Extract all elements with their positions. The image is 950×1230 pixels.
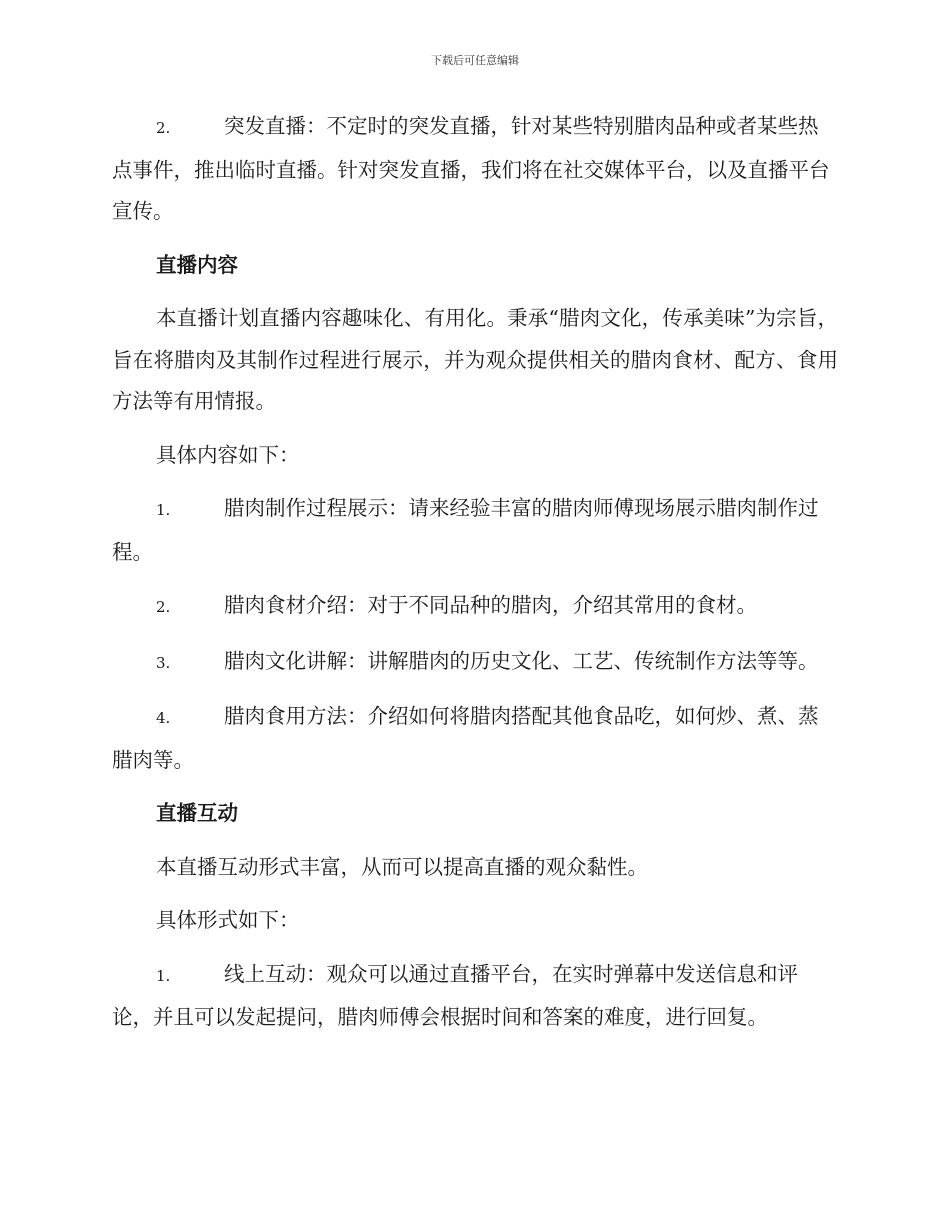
list-item-text: 腊肉食用方法：介绍如何将腊肉搭配其他食品吃，如何炒、煮、蒸腊肉等。: [112, 704, 819, 772]
list-item: [112, 106, 838, 233]
list-item-text: 线上互动：观众可以通过直播平台，在实时弹幕中发送信息和评论，并且可以发起提问，腊肉师傅会根据时间和答案的难度，进行回复。: [112, 961, 798, 1029]
list-number: 2.: [156, 598, 171, 616]
list-item: [112, 585, 838, 629]
list-item-text: 突发直播：不定时的突发直播，针对某些特别腊肉品种或者某些热点事件，推出临时直播。针对突发直播，我们将在社交媒体平台，以及直播平台宣传。: [112, 114, 830, 223]
list-number: 1.: [156, 966, 171, 985]
list-number: 1.: [156, 501, 171, 519]
paragraph: 具体内容如下：: [156, 442, 300, 467]
list-item: [112, 488, 838, 573]
paragraph: 本直播互动形式丰富，从而可以提高直播的观众黏性。: [156, 854, 648, 879]
section-heading-live-content: 直播内容: [156, 252, 238, 277]
section-heading-live-interaction: 直播互动: [156, 801, 238, 825]
list-number: 2.: [156, 119, 171, 137]
list-item-text: 腊肉食材介绍：对于不同品种的腊肉，介绍其常用的食材。: [224, 593, 757, 617]
page-header: 下载后可任意编辑: [431, 54, 519, 67]
document-body: [112, 106, 838, 1051]
list-item: [112, 696, 838, 781]
list-item: [112, 954, 838, 1039]
list-item-text: 腊肉文化讲解：讲解腊肉的历史文化、工艺、传统制作方法等等。: [224, 648, 819, 673]
paragraph: 本直播计划直播内容趣味化、有用化。秉承“腊肉文化，传承美味”为宗旨，旨在将腊肉及其制作过程进行展示，并为观众提供相关的腊肉食材、配方、食用方法等有用情报。: [112, 306, 838, 413]
list-number: 4.: [156, 709, 171, 727]
list-item: [112, 641, 838, 685]
paragraph: 具体形式如下：: [156, 908, 300, 932]
list-number: 3.: [156, 653, 171, 672]
list-item-text: 腊肉制作过程展示：请来经验丰富的腊肉师傅现场展示腊肉制作过程。: [112, 496, 819, 564]
